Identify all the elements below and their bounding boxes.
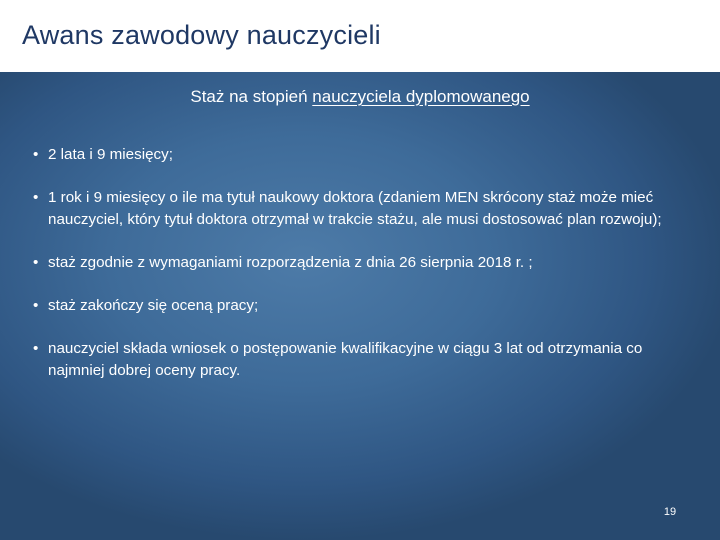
- bullet-text: staż zakończy się oceną pracy;: [48, 297, 259, 314]
- bullet-item: [32, 295, 692, 317]
- slide-body: [0, 72, 720, 540]
- bullet-marker: •: [33, 340, 39, 357]
- bullet-marker: •: [33, 254, 39, 271]
- bullet-text: 1 rok i 9 miesięcy o ile ma tytuł naukowy doktora (zdaniem MEN skrócony staż może mieć nauczyciel, który tytuł doktora otrzymał w trakcie stażu, ale musi dostosować plan rozwoju);: [48, 189, 662, 228]
- page-number: 19: [663, 506, 677, 518]
- subtitle-underlined: nauczyciela dyplomowanego: [312, 87, 530, 106]
- bullet-item: [32, 144, 692, 166]
- bullet-item: [32, 252, 692, 274]
- subtitle-prefix: Staż na stopień: [190, 87, 313, 106]
- slide-subtitle: [0, 87, 720, 107]
- bullet-item: [32, 187, 692, 231]
- slide-title: Awans zawodowy nauczycieli: [22, 20, 381, 50]
- title-bar: [0, 0, 720, 72]
- bullet-marker: •: [33, 146, 39, 163]
- bullet-list: [32, 144, 692, 403]
- bullet-text: nauczyciel składa wniosek o postępowanie kwalifikacyjne w ciągu 3 lat od otrzymania co najmniej dobrej oceny pracy.: [48, 340, 643, 379]
- bullet-marker: •: [33, 297, 39, 314]
- bullet-marker: •: [33, 189, 39, 206]
- bullet-item: [32, 338, 692, 382]
- bullet-text: staż zgodnie z wymaganiami rozporządzenia z dnia 26 sierpnia 2018 r. ;: [48, 254, 533, 271]
- bullet-text: 2 lata i 9 miesięcy;: [48, 146, 173, 163]
